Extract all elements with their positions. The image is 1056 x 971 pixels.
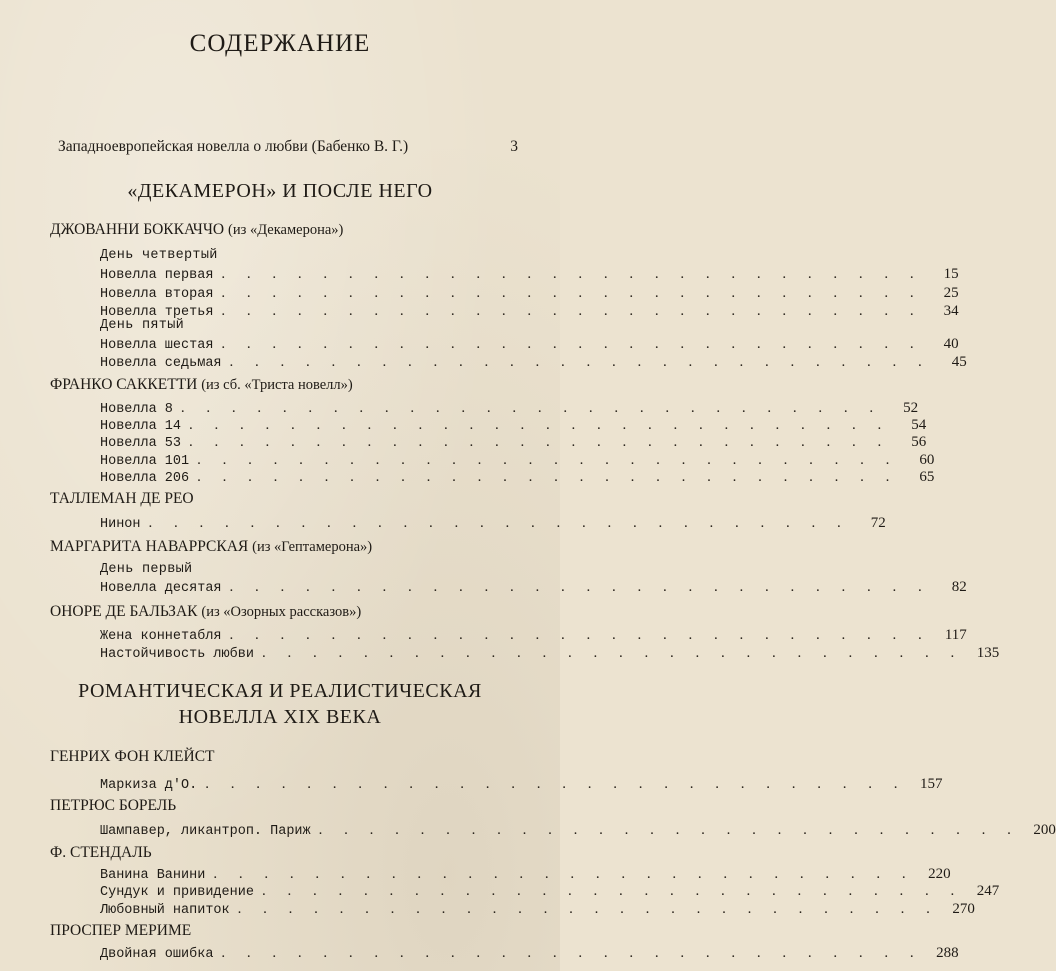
- author-heading: [50, 376, 353, 394]
- page-title: СОДЕРЖАНИЕ: [189, 30, 371, 57]
- author-heading: [50, 797, 176, 815]
- author-source: (из «Декамерона»): [228, 222, 344, 238]
- day-heading: День четвертый: [100, 248, 218, 263]
- toc-entry: Новелла 206 . . . . . . . . . . . . . . . . . . . . . . . . . . . . 65: [100, 469, 935, 486]
- author-name: Ф. СТЕНДАЛЬ: [50, 844, 152, 861]
- toc-entry: Любовный напиток . . . . . . . . . . . . . . . . . . . . . . . . . . . . 270: [100, 901, 975, 918]
- author-heading: [50, 490, 194, 508]
- toc-entry: Новелла 8 . . . . . . . . . . . . . . . . . . . . . . . . . . . . 52: [100, 400, 919, 417]
- toc-entry: Жена коннетабля . . . . . . . . . . . . . . . . . . . . . . . . . . . . 117: [100, 627, 967, 644]
- author-source: (из «Озорных рассказов»): [201, 604, 362, 620]
- author-name: ПРОСПЕР МЕРИМЕ: [50, 922, 192, 939]
- author-source: (из сб. «Триста новелл»): [201, 377, 353, 393]
- author-heading: [50, 844, 152, 862]
- toc-entry: Нинон . . . . . . . . . . . . . . . . . . . . . . . . . . . . 72: [100, 515, 886, 532]
- section-heading-decameron: «ДЕКАМЕРОН» И ПОСЛЕ НЕГО: [127, 180, 433, 202]
- author-name: ФРАНКО САККЕТТИ: [50, 376, 198, 393]
- toc-entry: Новелла 53 . . . . . . . . . . . . . . . . . . . . . . . . . . . . 56: [100, 434, 927, 451]
- toc-entry: Новелла десятая . . . . . . . . . . . . . . . . . . . . . . . . . . . . 82: [100, 579, 967, 596]
- toc-entry: Маркиза д'О. . . . . . . . . . . . . . . . . . . . . . . . . . . . . 157: [100, 776, 943, 793]
- day-heading: День первый: [100, 562, 193, 577]
- toc-entry: Новелла первая . . . . . . . . . . . . . . . . . . . . . . . . . . . . 15: [100, 266, 959, 283]
- toc-entry: Шампавер, ликантроп. Париж . . . . . . . . . . . . . . . . . . . . . . . . . . . . 200: [100, 822, 1056, 839]
- day-heading: День пятый: [100, 318, 185, 333]
- toc-entry: Сундук и привидение . . . . . . . . . . . . . . . . . . . . . . . . . . . . 247: [100, 883, 1000, 900]
- toc-entry: Новелла седьмая . . . . . . . . . . . . . . . . . . . . . . . . . . . . 45: [100, 354, 967, 371]
- toc-entry: Новелла вторая . . . . . . . . . . . . . . . . . . . . . . . . . . . . 25: [100, 285, 959, 302]
- author-source: (из «Гептамерона»): [252, 539, 373, 555]
- author-heading: [50, 748, 215, 766]
- author-heading: [50, 922, 191, 940]
- author-name: ТАЛЛЕМАН ДЕ РЕО: [50, 490, 194, 507]
- toc-entry: Ванина Ванини . . . . . . . . . . . . . . . . . . . . . . . . . . . . 220: [100, 866, 951, 883]
- author-heading: [50, 603, 361, 621]
- toc-entry: Новелла 14 . . . . . . . . . . . . . . . . . . . . . . . . . . . . 54: [100, 417, 927, 434]
- author-heading: [50, 221, 343, 239]
- toc-entry: Новелла третья . . . . . . . . . . . . . . . . . . . . . . . . . . . . 34: [100, 303, 959, 320]
- toc-entry: Новелла 101 . . . . . . . . . . . . . . . . . . . . . . . . . . . . 60: [100, 452, 935, 469]
- author-name: ОНОРЕ ДЕ БАЛЬЗАК: [50, 603, 198, 620]
- toc-entry: Новелла шестая . . . . . . . . . . . . . . . . . . . . . . . . . . . . 40: [100, 336, 959, 353]
- author-heading: [50, 538, 372, 556]
- intro-entry-page: 3: [510, 138, 518, 155]
- toc-entry: Двойная ошибка . . . . . . . . . . . . . . . . . . . . . . . . . . . . 288: [100, 945, 959, 962]
- intro-entry-title: Западноевропейская новелла о любви (Бабенко В. Г.): [58, 138, 409, 155]
- toc-entry: Настойчивость любви . . . . . . . . . . . . . . . . . . . . . . . . . . . . 135: [100, 645, 1000, 662]
- section-heading-romantic-line2: НОВЕЛЛА XIX ВЕКА: [178, 706, 382, 728]
- author-name: ПЕТРЮС БОРЕЛЬ: [50, 797, 177, 814]
- author-name: ГЕНРИХ ФОН КЛЕЙСТ: [50, 748, 215, 765]
- author-name: ДЖОВАННИ БОККАЧЧО: [50, 221, 225, 238]
- author-name: МАРГАРИТА НАВАРРСКАЯ: [50, 538, 249, 555]
- section-heading-romantic-line1: РОМАНТИЧЕСКАЯ И РЕАЛИСТИЧЕСКАЯ: [78, 680, 482, 702]
